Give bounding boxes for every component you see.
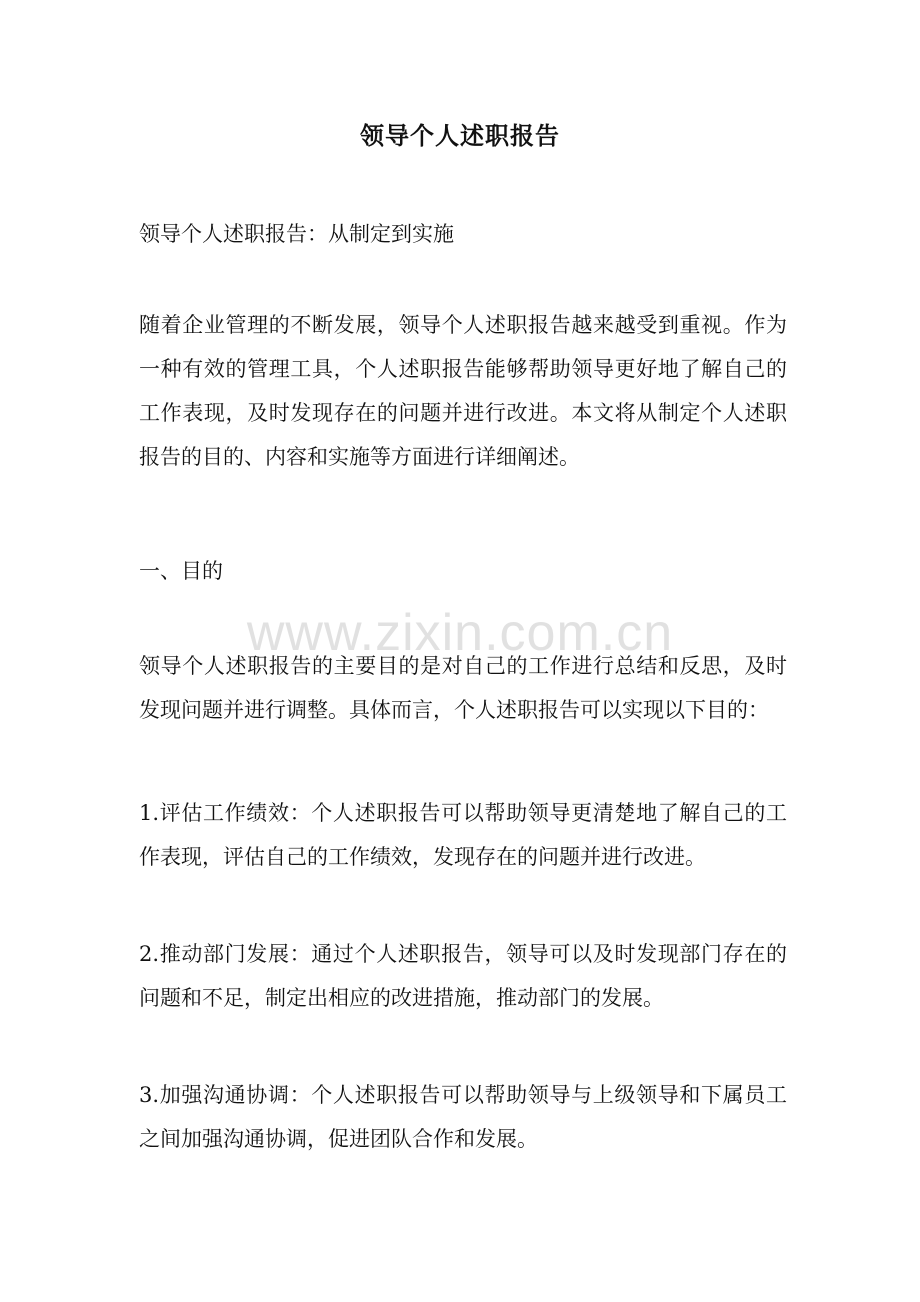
list-item-strengthen-communication: 3.加强沟通协调：个人述职报告可以帮助领导与上级领导和下属员工之间加强沟通协调，促进团队合作和发展。 — [139, 1083, 787, 1151]
purpose-paragraph: 领导个人述职报告的主要目的是对自己的工作进行总结和反思，及时发现问题并进行调整。具体而言，个人述职报告可以实现以下目的： — [139, 654, 787, 722]
list-item-evaluate-performance: 1.评估工作绩效：个人述职报告可以帮助领导更清楚地了解自己的工作表现，评估自己的工作绩效，发现存在的问题并进行改进。 — [139, 801, 787, 869]
watermark: www.zixin.com.cn — [246, 604, 674, 662]
intro-paragraph: 随着企业管理的不断发展，领导个人述职报告越来越受到重视。作为一种有效的管理工具，个人述职报告能够帮助领导更好地了解自己的工作表现，及时发现存在的问题并进行改进。本文将从制定个人述职报告的目的、内容和实施等方面进行详细阐述。 — [139, 313, 787, 469]
section-heading-purpose: 一、目的 — [139, 559, 223, 583]
document-subtitle: 领导个人述职报告：从制定到实施 — [139, 222, 454, 246]
document-title: 领导个人述职报告 — [360, 121, 560, 150]
list-item-promote-department: 2.推动部门发展：通过个人述职报告，领导可以及时发现部门存在的问题和不足，制定出相应的改进措施，推动部门的发展。 — [139, 942, 787, 1010]
